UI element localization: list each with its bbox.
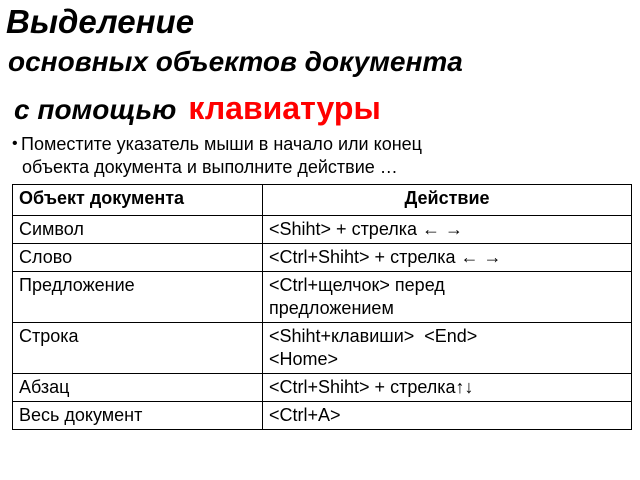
table-header-row (13, 185, 632, 216)
table-row (13, 374, 632, 402)
slide-title-line2: основных объектов документа (8, 46, 463, 77)
object-cell: Абзац (13, 374, 263, 402)
intro-line2: объекта документа и выполните действие … (22, 157, 398, 177)
object-cell: Слово (13, 244, 263, 272)
table-row (13, 402, 632, 430)
object-cell: Строка (13, 323, 263, 374)
shortcut-table (12, 184, 632, 430)
object-cell: Предложение (13, 272, 263, 323)
action-cell: <Ctrl+щелчок> перед предложением (263, 272, 632, 323)
bullet-icon: • (12, 135, 18, 152)
header-action: Действие (263, 185, 632, 216)
action-cell: <Shiht+клавиши> <End> <Home> (263, 323, 632, 374)
intro-line1: Поместите указатель мыши в начало или конец (21, 134, 422, 154)
slide-title-prefix: с помощью (14, 94, 177, 125)
table-row (13, 272, 632, 323)
table-row (13, 244, 632, 272)
action-cell: <Ctrl+Shiht> + стрелка↑↓ (263, 374, 632, 402)
slide-title-line3 (14, 88, 381, 130)
action-cell: <Ctrl+A> (263, 402, 632, 430)
slide-title-accent: клавиатуры (188, 90, 381, 126)
object-cell: Символ (13, 216, 263, 244)
action-cell: <Ctrl+Shiht> + стрелка ← → (263, 244, 632, 272)
action-cell: <Shiht> + стрелка ← → (263, 216, 632, 244)
object-cell: Весь документ (13, 402, 263, 430)
intro-text (12, 133, 422, 179)
table-row (13, 323, 632, 374)
slide-title-line1: Выделение (6, 3, 195, 40)
table-row (13, 216, 632, 244)
header-object: Объект документа (13, 185, 263, 216)
